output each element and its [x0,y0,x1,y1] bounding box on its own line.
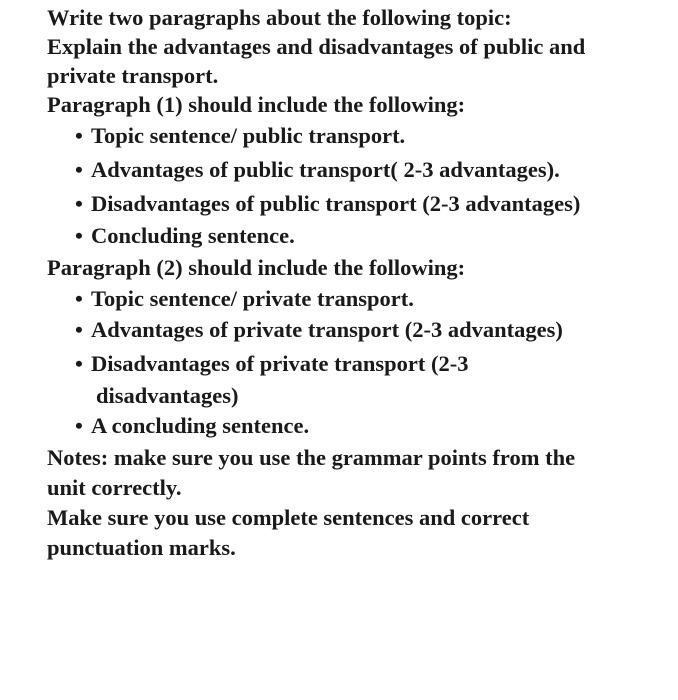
notes-section [47,443,667,563]
notes-line-3: Make sure you use complete sentences and correct [47,505,530,530]
paragraph-2-heading: Paragraph (2) should include the following: [47,255,466,280]
list-item-text: Advantages of public transport( 2-3 advantages). [91,157,560,182]
list-item-text: Disadvantages of public transport (2-3 advantages) [91,191,581,216]
list-item [47,347,667,411]
list-item [47,313,667,347]
notes-line-4: punctuation marks. [47,535,236,560]
list-item-text: Concluding sentence. [91,223,295,248]
list-item-text: Topic sentence/ public transport. [91,123,406,148]
list-item [47,187,667,221]
intro-line-1: Write two paragraphs about the following topic: [47,5,512,30]
list-item-text: A concluding sentence. [91,413,310,438]
bullet-icon: • [75,123,83,148]
notes-line-2: unit correctly. [47,475,182,500]
paragraph-2-requirements-list [47,285,667,441]
intro-line-3: private transport. [47,63,219,88]
list-item-text: Advantages of private transport (2-3 advantages) [91,317,563,342]
bullet-icon: • [75,351,83,376]
bullet-icon: • [75,413,83,438]
intro-line-2: Explain the advantages and disadvantages of public and [47,34,586,59]
bullet-icon: • [75,191,83,216]
paragraph-1-heading: Paragraph (1) should include the following: [47,92,466,117]
list-item [47,285,667,313]
list-item-text: Topic sentence/ private transport. [91,286,414,311]
paragraph-1-requirements-list [47,119,667,251]
assignment-document [47,3,667,563]
bullet-icon: • [75,286,83,311]
notes-line-1: Notes: make sure you use the grammar points from the [47,445,576,470]
bullet-icon: • [75,317,83,342]
list-item [47,119,667,153]
bullet-icon: • [75,157,83,182]
list-item [47,221,667,251]
list-item [47,411,667,441]
list-item [47,153,667,187]
bullet-icon: • [75,223,83,248]
list-item-text: Disadvantages of private transport (2-3 [91,351,469,376]
list-item-text-continued: disadvantages) [96,383,239,408]
